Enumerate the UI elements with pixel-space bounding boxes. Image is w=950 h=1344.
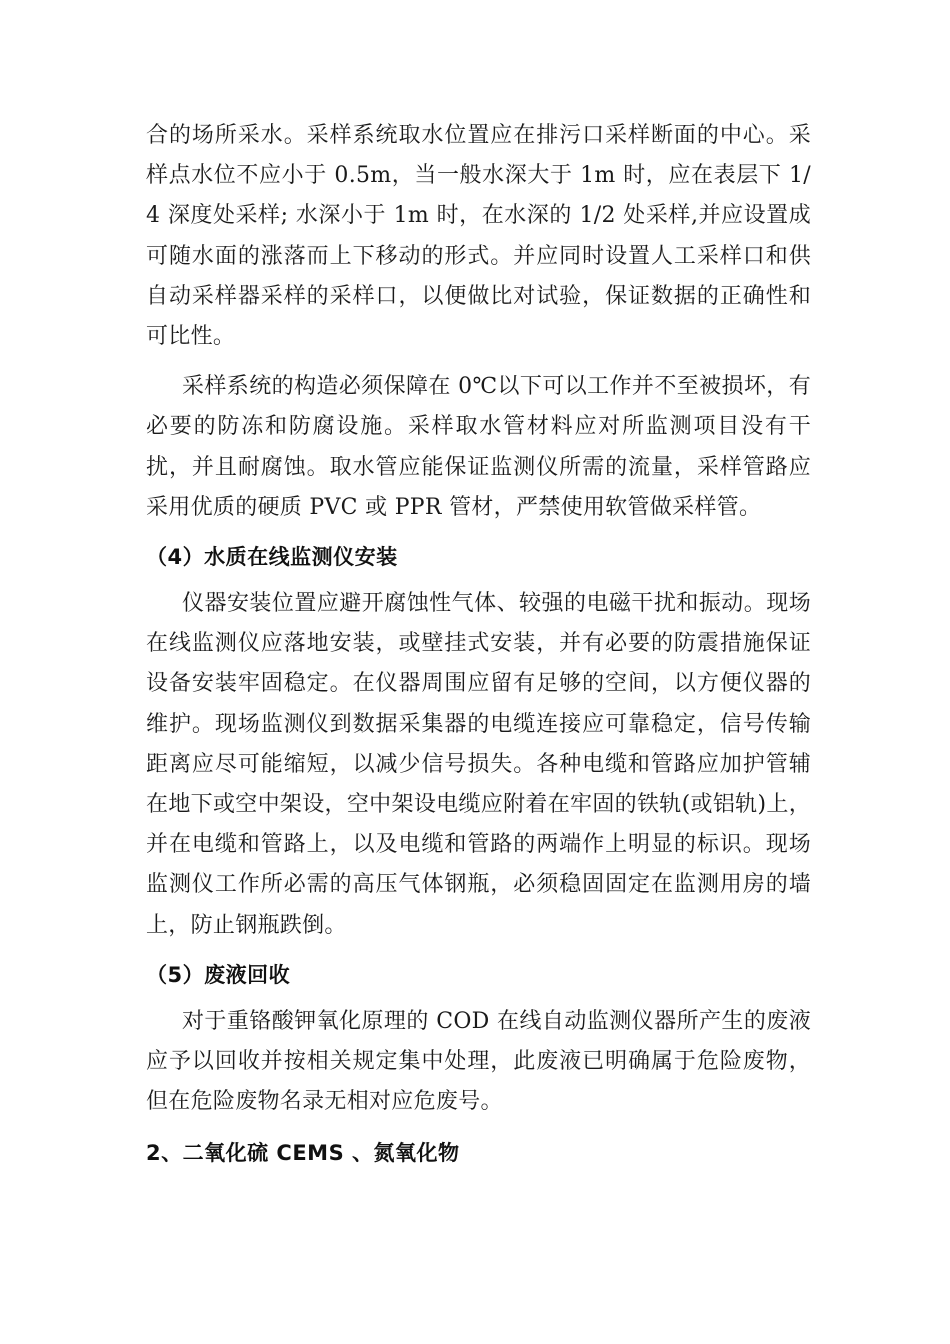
paragraph-sampling-position: 合的场所采水。采样系统取水位置应在排污口采样断面的中心。采样点水位不应小于 0.5m，当一般水深大于 1m 时，应在表层下 1/4 深度处采样; 水深小于 1m 时，在水深的 1/2 处采样,并应设置成可随水面的涨落而上下移动的形式。并应同时设置人工采样口和供自动采样器采样的采样口，以便做比对试验，保证数据的正确性和可比性。 xyxy=(146,123,811,350)
section-heading-cems: 2、二氧化硫 CEMS 、氮氧化物 xyxy=(146,1141,460,1166)
section-heading-installation: （4）水质在线监测仪安装 xyxy=(146,545,398,570)
paragraph-waste-recovery: 对于重铬酸钾氧化原理的 COD 在线自动监测仪器所产生的废液应予以回收并按相关规定集中处理，此废液已明确属于危险废物，但在危险废物名录无相对应危废号。 xyxy=(146,1008,811,1115)
paragraph-sampling-system-construction: 采样系统的构造必须保障在 0℃以下可以工作并不至被损坏，有必要的防冻和防腐设施。采样取水管材料应对所监测项目没有干扰，并且耐腐蚀。取水管应能保证监测仪所需的流量，采样管路应采用优质的硬质 PVC 或 PPR 管材，严禁使用软管做采样管。 xyxy=(146,374,811,520)
document-body xyxy=(146,116,811,1176)
section-heading-waste-recovery: （5）废液回收 xyxy=(146,962,291,987)
paragraph-installation: 仪器安装位置应避开腐蚀性气体、较强的电磁干扰和振动。现场在线监测仪应落地安装，或壁挂式安装，并有必要的防震措施保证设备安装牢固稳定。在仪器周围应留有足够的空间，以方便仪器的维护。现场监测仪到数据采集器的电缆连接应可靠稳定，信号传输距离应尽可能缩短，以减少信号损失。各种电缆和管路应加护管辅在地下或空中架设，空中架设电缆应附着在牢固的铁轨(或铝轨)上，并在电缆和管路上，以及电缆和管路的两端作上明显的标识。现场监测仪工作所必需的高压气体钢瓶，必须稳固固定在监测用房的墙上，防止钢瓶跌倒。 xyxy=(146,591,811,938)
